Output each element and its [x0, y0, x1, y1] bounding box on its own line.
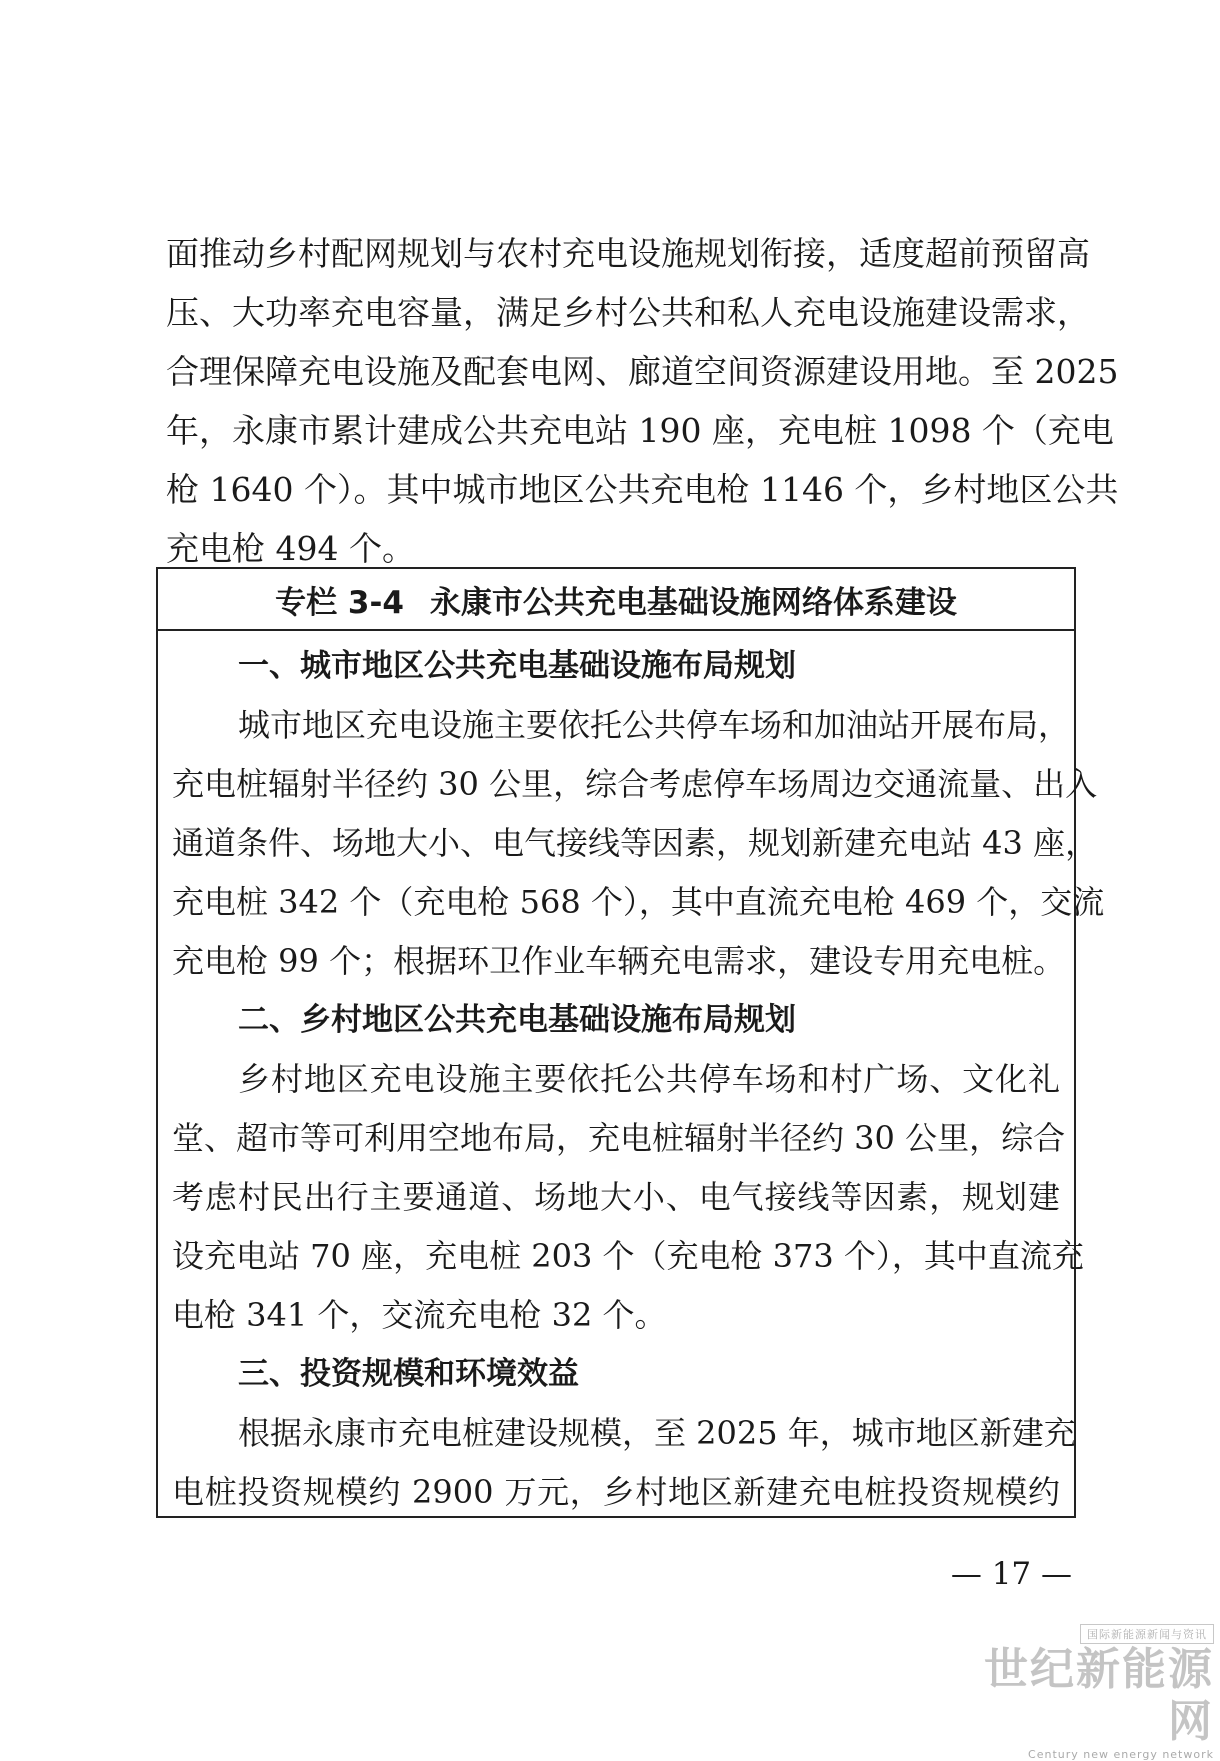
column-box	[156, 567, 1105, 1518]
paragraph-line: 堂、超市等可利用空地布局，充电桩辐射半径约 30 公里，综合	[172, 1119, 1066, 1157]
intro-line: 面推动乡村配网规划与农村充电设施规划衔接，适度超前预留高	[166, 234, 1090, 273]
watermark-logo	[964, 1623, 1214, 1761]
box-title	[158, 569, 1074, 631]
paragraph-line: 根据永康市充电桩建设规模，至 2025 年，城市地区新建充	[238, 1414, 1076, 1452]
paragraph-line: 电桩投资规模约 2900 万元，乡村地区新建充电桩投资规模约	[172, 1473, 1060, 1511]
section-heading: 二、乡村地区公共充电基础设施布局规划	[238, 1002, 796, 1038]
box-title-label: 专栏 3-4	[275, 584, 404, 621]
section-heading: 三、投资规模和环境效益	[238, 1356, 579, 1392]
watermark-name: 世纪新能源网	[984, 1644, 1214, 1747]
watermark-subtitle: Century new energy network	[1028, 1748, 1214, 1761]
paragraph-line: 乡村地区充电设施主要依托公共停车场和村广场、文化礼	[238, 1060, 1060, 1098]
intro-line: 充电枪 494 个。	[166, 529, 415, 568]
paragraph-line: 通道条件、场地大小、电气接线等因素，规划新建充电站 43 座，	[172, 824, 1098, 862]
intro-line: 压、大功率充电容量，满足乡村公共和私人充电设施建设需求，	[166, 293, 1090, 332]
paragraph-line: 城市地区充电设施主要依托公共停车场和加油站开展布局，	[238, 706, 1071, 744]
paragraph-line: 充电枪 99 个；根据环卫作业车辆充电需求，建设专用充电桩。	[172, 942, 1066, 980]
intro-paragraph	[166, 224, 1119, 578]
paragraph-line: 充电桩 342 个（充电枪 568 个），其中直流充电枪 469 个，交流	[172, 883, 1105, 921]
paragraph-line: 设充电站 70 座，充电桩 203 个（充电枪 373 个），其中直流充	[172, 1237, 1084, 1275]
paragraph-line: 电枪 341 个，交流充电枪 32 个。	[172, 1296, 667, 1334]
paragraph-line: 充电桩辐射半径约 30 公里，综合考虑停车场周边交通流量、出入	[172, 765, 1098, 803]
box-title-text: 永康市公共充电基础设施网络体系建设	[429, 584, 957, 621]
page-number: — 17 —	[950, 1556, 1072, 1592]
intro-line: 年，永康市累计建成公共充电站 190 座，充电桩 1098 个（充电	[166, 411, 1114, 450]
section-paragraph	[172, 696, 1105, 991]
paragraph-line: 考虑村民出行主要通道、场地大小、电气接线等因素，规划建	[172, 1178, 1060, 1216]
section-paragraph	[172, 1050, 1084, 1345]
box-body	[158, 631, 1105, 1522]
intro-line: 枪 1640 个）。其中城市地区公共充电枪 1146 个，乡村地区公共	[166, 470, 1119, 509]
watermark-tagline: 国际新能源新闻与资讯	[1080, 1624, 1214, 1644]
intro-line: 合理保障充电设施及配套电网、廊道空间资源建设用地。至 2025	[166, 352, 1119, 391]
section-heading: 一、城市地区公共充电基础设施布局规划	[238, 648, 796, 684]
section-paragraph	[172, 1404, 1076, 1522]
